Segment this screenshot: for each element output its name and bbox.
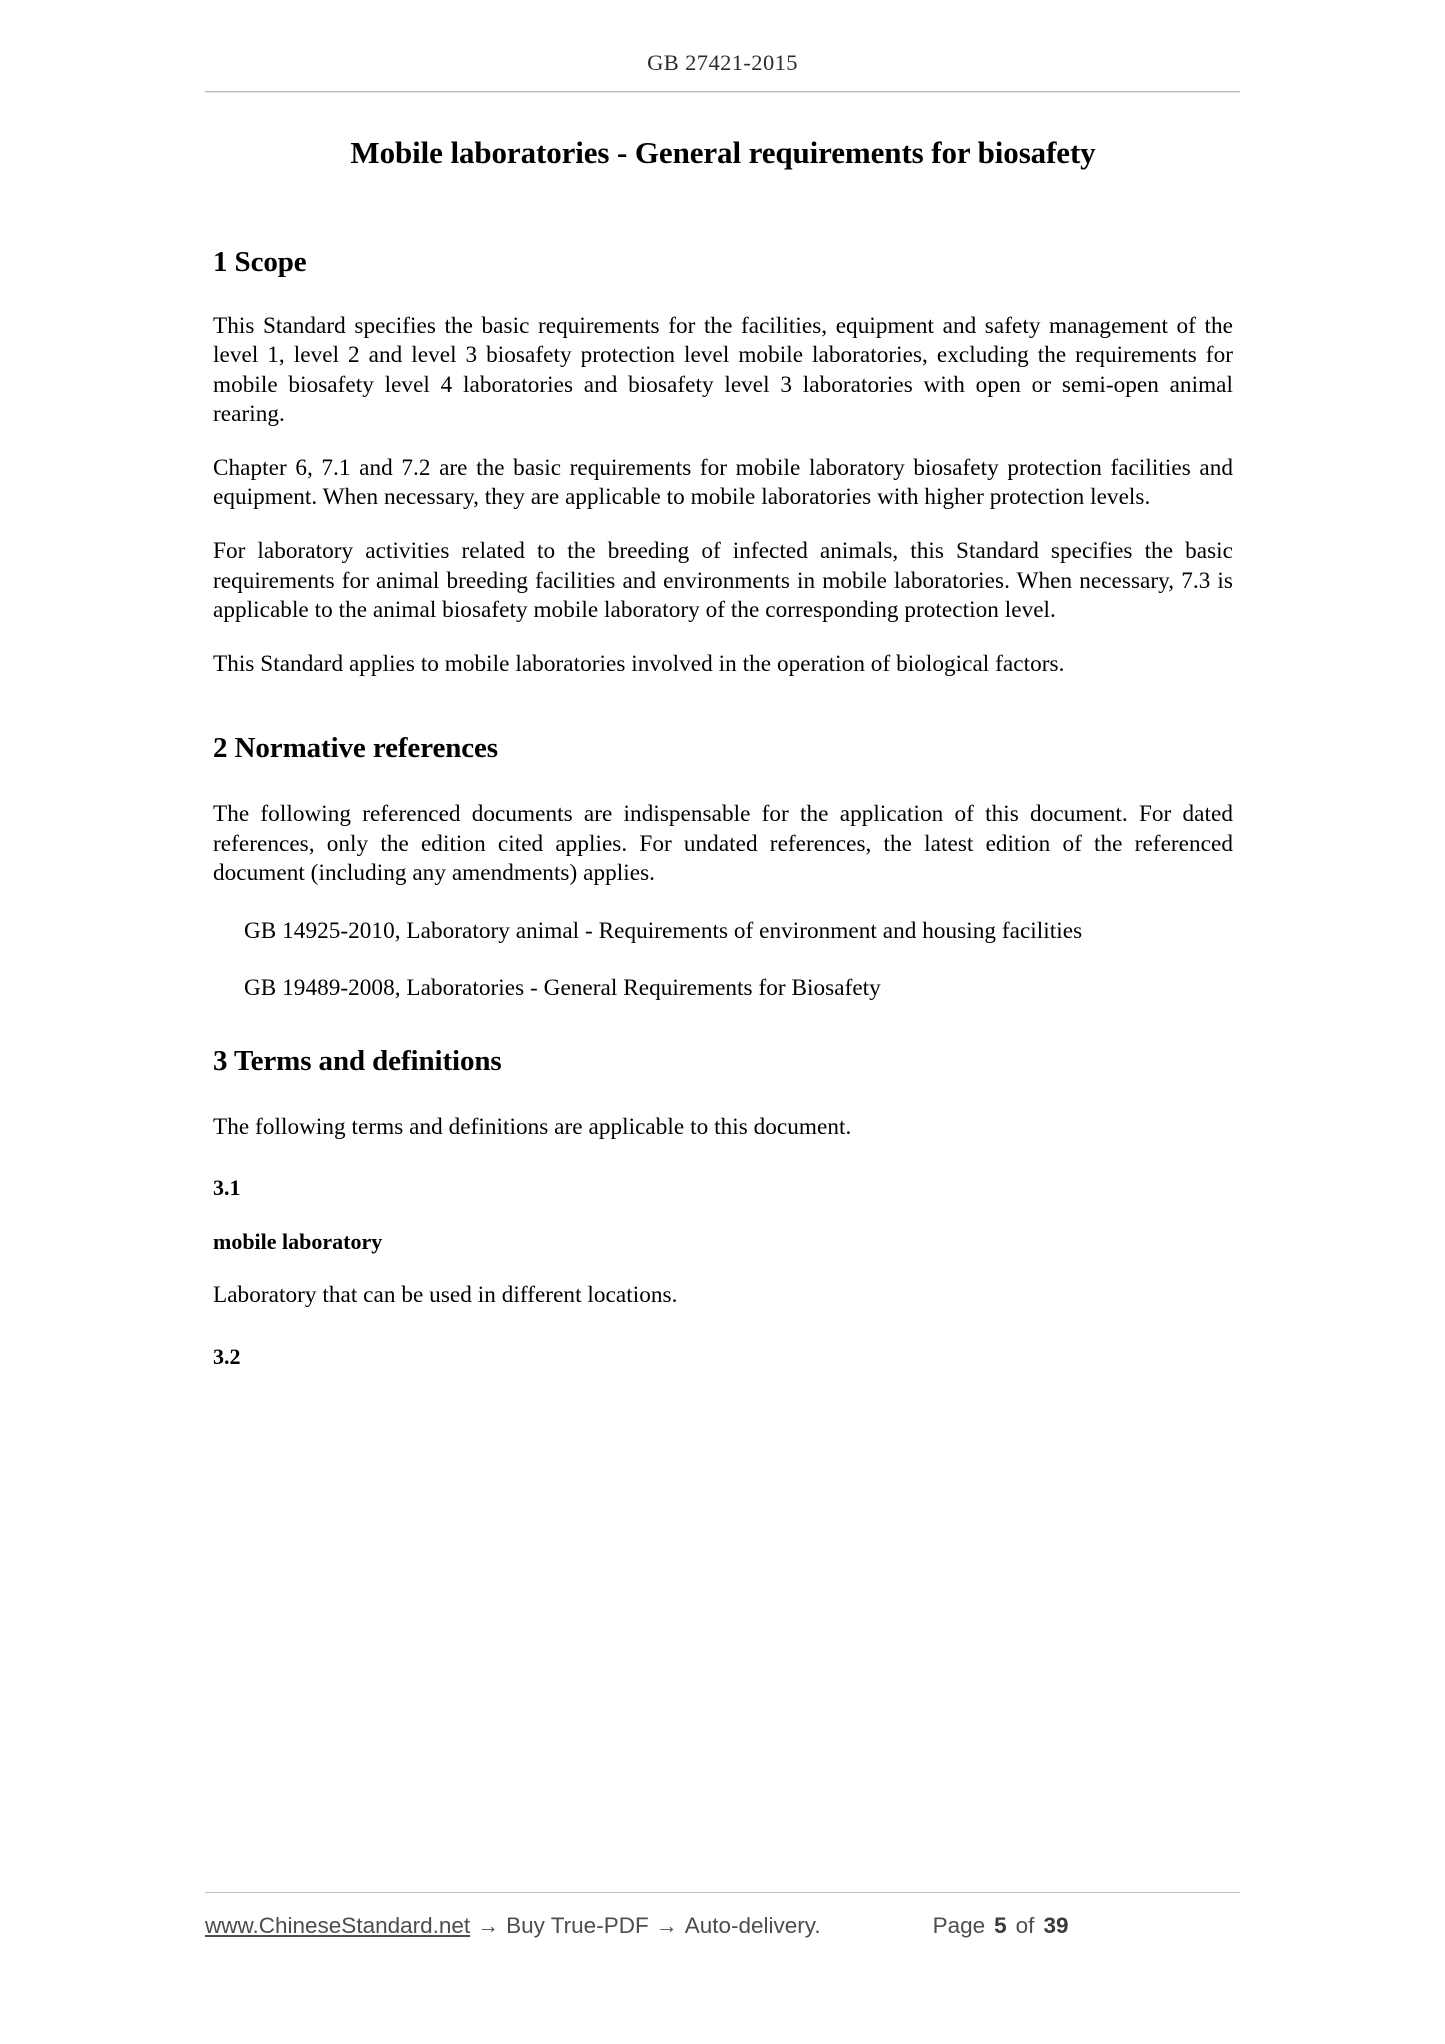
heading-terms-and-definitions: 3 Terms and definitions — [213, 1045, 502, 1078]
standard-code: GB 27421-2015 — [647, 50, 798, 75]
footer-promo — [205, 1913, 821, 1939]
term-number-3-2: 3.2 — [213, 1343, 241, 1369]
page-indicator — [933, 1913, 1069, 1939]
page-footer — [205, 1906, 1240, 1946]
term-definition-3-1: Laboratory that can be used in different locations. — [213, 1282, 678, 1309]
scope-paragraph-2: Chapter 6, 7.1 and 7.2 are the basic requirements for mobile laboratory biosafety protection facilities and equipment. When necessary, they are applicable to mobile laboratories with higher protection levels. — [213, 454, 1233, 511]
footer-buy-label: Buy True-PDF — [506, 1913, 649, 1938]
arrow-right-icon: → — [477, 1913, 500, 1938]
scope-paragraph-1: This Standard specifies the basic requirements for the facilities, equipment and safety management of the level 1, level 2 and level 3 biosafety protection level mobile laboratories, excluding the requirements for mobile biosafety level 4 laboratories and biosafety level 3 laboratories with open or semi-open animal rearing. — [213, 312, 1233, 428]
reference-item: GB 19489-2008, Laboratories - General Requirements for Biosafety — [244, 975, 881, 1002]
chinesestandard-link[interactable]: www.ChineseStandard.net — [205, 1913, 471, 1938]
normative-references-paragraph-1: The following referenced documents are indispensable for the application of this document. For dated references, only the edition cited applies. For undated references, the latest edition of the referenced document (including any amendments) applies. — [213, 801, 1233, 887]
footer-divider — [205, 1892, 1240, 1893]
term-number-3-1: 3.1 — [213, 1175, 241, 1201]
scope-paragraph-4: This Standard applies to mobile laboratories involved in the operation of biological factors. — [213, 650, 1065, 677]
heading-scope: 1 Scope — [213, 245, 307, 278]
document-title: Mobile laboratories - General requirements for biosafety — [350, 135, 1096, 170]
page-header — [205, 52, 1240, 75]
footer-delivery-label: Auto-delivery. — [684, 1913, 821, 1938]
page-label: Page — [932, 1913, 986, 1938]
current-page-number: 5 — [994, 1913, 1007, 1938]
term-name-3-1: mobile laboratory — [213, 1228, 383, 1254]
heading-normative-references: 2 Normative references — [213, 732, 498, 765]
terms-paragraph-1: The following terms and definitions are applicable to this document. — [213, 1113, 852, 1140]
of-label: of — [1015, 1913, 1035, 1938]
document-content — [213, 120, 1233, 1370]
total-page-count: 39 — [1043, 1913, 1069, 1938]
reference-item: GB 14925-2010, Laboratory animal - Requirements of environment and housing facilities — [244, 917, 1083, 944]
arrow-right-icon: → — [655, 1913, 678, 1938]
header-divider — [205, 91, 1240, 93]
scope-paragraph-3: For laboratory activities related to the breeding of infected animals, this Standard specifies the basic requirements for animal breeding facilities and environments in mobile laboratories. When necessary, 7.3 is applicable to the animal biosafety mobile laboratory of the corresponding protection level. — [213, 538, 1233, 624]
